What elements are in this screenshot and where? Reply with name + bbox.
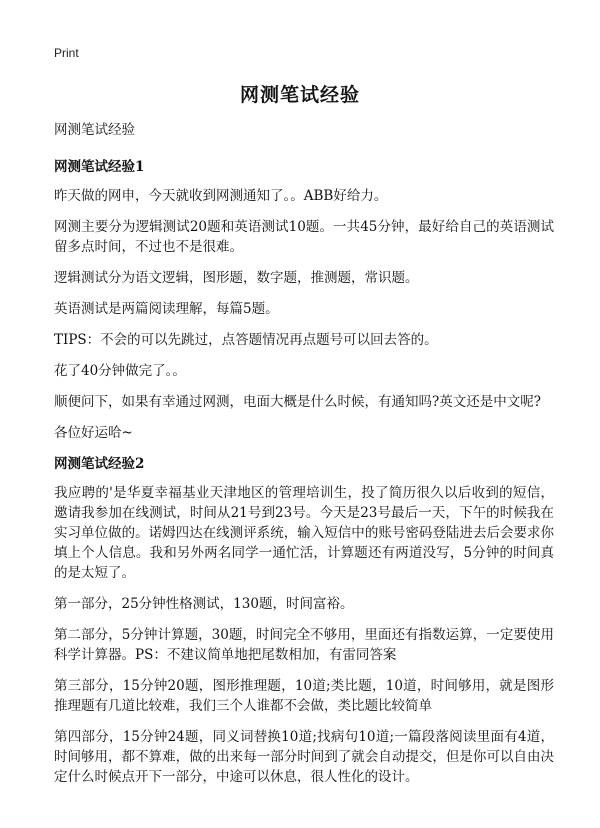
paragraph: 英语测试是两篇阅读理解，每篇5题。	[54, 301, 279, 317]
paragraph: 花了40分钟做完了。。	[54, 363, 186, 379]
paragraph: 各位好运哈~	[54, 425, 133, 441]
section-heading: 网测笔试经验1	[54, 159, 145, 175]
section-2	[54, 454, 554, 787]
paragraph: 第二部分，5分钟计算题，30题，时间完全不够用，里面还有指数运算，一定要使用科学计算器。PS：不建议简单地把尾数相加，有雷同答案	[54, 627, 554, 663]
paragraph: 昨天做的网申，今天就收到网测通知了。。ABB好给力。	[54, 188, 388, 204]
print-link[interactable]: Print	[54, 46, 79, 60]
document-title: 网测笔试经验	[239, 84, 360, 106]
section-1	[54, 157, 554, 443]
paragraph: 逻辑测试分为语文逻辑，图形题，数字题，推测题，常识题。	[54, 270, 419, 286]
paragraph: TIPS：不会的可以先跳过，点答题情况再点题号可以回去答的。	[54, 332, 438, 348]
document-body	[54, 120, 554, 798]
paragraph: 第三部分，15分钟20题，图形推理题，10道;类比题，10道，时间够用，就是图形推理题有几道比较难，我们三个人谁都不会做，类比题比较简单	[54, 678, 554, 714]
paragraph: 我应聘的'是华夏幸福基业天津地区的管理培训生，投了简历很久以后收到的短信，邀请我参加在线测试，时间从21号到23号。今天是23号最后一天，下午的时候我在实习单位做的。诺姆四达在线测评系统，输入短信中的账号密码登陆进去后会要求你填上个人信息。我和另外两名同学一通忙活，计算题还有两道没写，5分钟的时间真的是太短了。	[54, 485, 554, 581]
paragraph: 第一部分，25分钟性格测试，130题，时间富裕。	[54, 596, 354, 612]
section-heading: 网测笔试经验2	[54, 456, 145, 472]
paragraph: 顺便问下，如果有幸通过网测，电面大概是什么时候，有通知吗?英文还是中文呢?	[54, 394, 541, 410]
paragraph: 第四部分，15分钟24题，同义词替换10道;找病句10道;一篇段落阅读里面有4道，时间够用，都不算难，做的出来每一部分时间到了就会自动提交，但是你可以自由决定什么时候点开下一部分，中途可以休息，很人性化的设计。	[54, 729, 554, 785]
document-subtitle: 网测笔试经验	[54, 122, 135, 138]
paragraph: 网测主要分为逻辑测试20题和英语测试10题。一共45分钟，最好给自己的英语测试留多点时间，不过也不是很难。	[54, 219, 554, 255]
